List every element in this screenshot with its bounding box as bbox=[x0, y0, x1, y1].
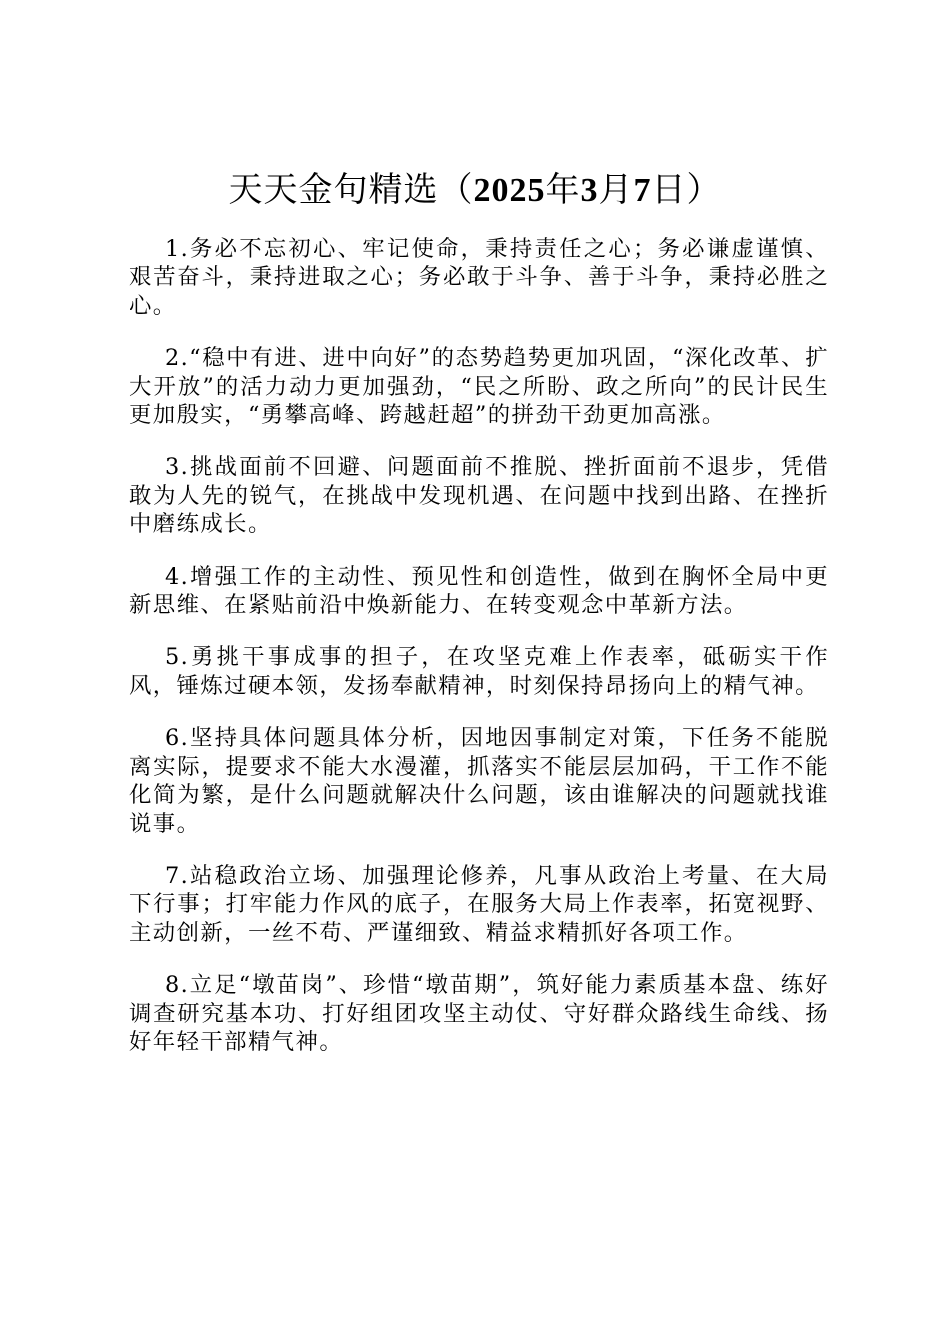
title-day-suffix: 日） bbox=[651, 170, 722, 210]
title-month: 3 bbox=[580, 172, 599, 209]
page-title bbox=[0, 168, 950, 213]
quote-item-1: 1.务必不忘初心、牢记使命，秉持责任之心；务必谦虚谨慎、艰苦奋斗，秉持进取之心；务必敢于斗争、善于斗争，秉持必胜之心。 bbox=[129, 236, 829, 319]
quote-item-8: 8.立足“墩苗岗”、珍惜“墩苗期”，筑好能力素质基本盘、练好调查研究基本功、打好组团攻坚主动仗、守好群众路线生命线、扬好年轻干部精气神。 bbox=[129, 972, 829, 1055]
title-year-suffix: 年 bbox=[545, 170, 581, 210]
quote-item-5: 5.勇挑干事成事的担子，在攻坚克难上作表率，砥砺实干作风，锤炼过硬本领，发扬奉献精神，时刻保持昂扬向上的精气神。 bbox=[129, 644, 829, 699]
title-month-suffix: 月 bbox=[598, 170, 634, 210]
quote-item-2: 2.“稳中有进、进中向好”的态势趋势更加巩固，“深化改革、扩大开放”的活力动力更加强劲，“民之所盼、政之所向”的民计民生更加殷实，“勇攀高峰、跨越赶超”的拼劲干劲更加高涨。 bbox=[129, 345, 829, 429]
title-day: 7 bbox=[633, 172, 652, 209]
title-year: 2025 bbox=[473, 172, 546, 209]
title-prefix: 天天金句精选（ bbox=[228, 170, 474, 210]
quote-item-6: 6.坚持具体问题具体分析，因地因事制定对策，下任务不能脱离实际，提要求不能大水漫灌，抓落实不能层层加码，干工作不能化简为繁，是什么问题就解决什么问题，该由谁解决的问题就找谁说事。 bbox=[129, 725, 829, 837]
quote-item-3: 3.挑战面前不回避、问题面前不推脱、挫折面前不退步，凭借敢为人先的锐气，在挑战中发现机遇、在问题中找到出路、在挫折中磨练成长。 bbox=[129, 454, 829, 538]
quote-item-4: 4.增强工作的主动性、预见性和创造性，做到在胸怀全局中更新思维、在紧贴前沿中焕新能力、在转变观念中革新方法。 bbox=[129, 563, 829, 619]
quote-list bbox=[129, 235, 829, 1080]
quote-item-7: 7.站稳政治立场、加强理论修养，凡事从政治上考量、在大局下行事；打牢能力作风的底子，在服务大局上作表率，拓宽视野、主动创新，一丝不苟、严谨细致、精益求精抓好各项工作。 bbox=[129, 862, 829, 946]
